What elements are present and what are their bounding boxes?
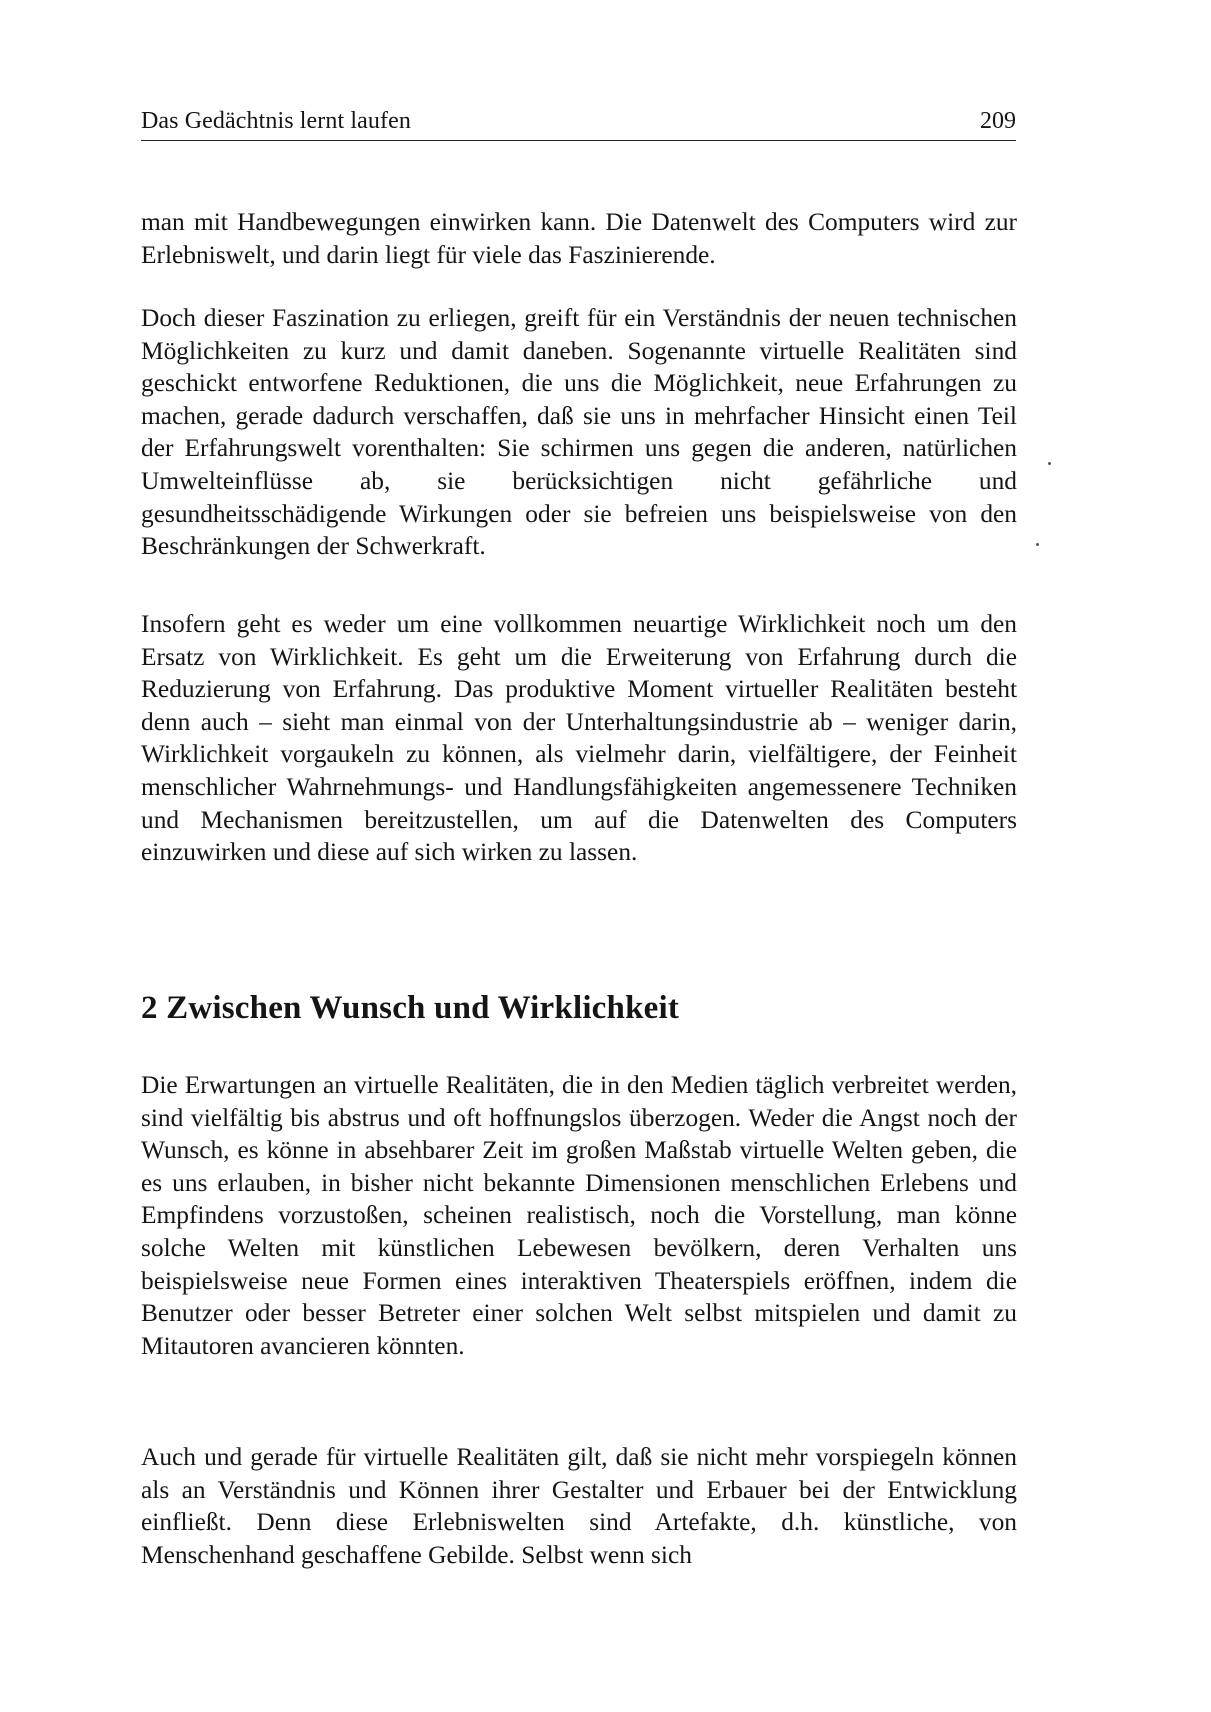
section-heading: 2 Zwischen Wunsch und Wirklichkeit [141, 990, 680, 1026]
scan-speck [1048, 462, 1051, 465]
paragraph-2-block [141, 302, 1017, 563]
paragraph-3-block [141, 608, 1017, 869]
paragraph-5-block [141, 1441, 1017, 1571]
running-header [141, 104, 1016, 141]
page-number: 209 [980, 108, 1016, 134]
paragraph-4-block [141, 1069, 1017, 1362]
paragraph: man mit Handbewegungen einwirken kann. Die Datenwelt des Computers wird zur Erlebniswelt, und darin liegt für viele das Faszinierende. [141, 208, 1017, 269]
paragraph: Die Erwartungen an virtuelle Realitäten, die in den Medien täglich verbreitet werden, sind vielfältig bis abstrus und oft hoffnungslos überzogen. Weder die Angst noch der Wunsch, es könne in absehbarer Zeit im großen Maßstab virtuelle Welten geben, die es uns erlauben, in bisher nicht bekannte Dimensionen menschlichen Erlebens und Empfindens vorzustoßen, scheinen realistisch, noch die Vorstellung, man könne solche Welten mit künstlichen Lebewesen bevölkern, deren Verhalten uns beispielsweise neue Formen eines interaktiven Theaterspiels eröffnen, indem die Benutzer oder besser Betreter einer solchen Welt selbst mitspielen und damit zu Mitautoren avancieren könnten. [141, 1071, 1017, 1360]
paragraph: Insofern geht es weder um eine vollkommen neuartige Wirklichkeit noch um den Ersatz von Wirklichkeit. Es geht um die Erweiterung von Erfahrung durch die Reduzierung von Erfahrung. Das produktive Moment virtueller Realitäten besteht denn auch – sieht man einmal von der Unterhaltungsindustrie ab – weniger darin, Wirklichkeit vorgaukeln zu können, als vielmehr darin, vielfältigere, der Feinheit menschlicher Wahrnehmungs- und Handlungsfähigkeiten angemessenere Techniken und Mechanismen bereitzustellen, um auf die Datenwelten des Computers einzuwirken und diese auf sich wirken zu lassen. [141, 610, 1017, 867]
paragraph: Auch und gerade für virtuelle Realitäten gilt, daß sie nicht mehr vorspiegeln können als an Verständnis und Können ihrer Gestalter und Erbauer bei der Entwicklung einfließt. Denn diese Erlebniswelten sind Artefakte, d.h. künstliche, von Menschenhand geschaffene Gebilde. Selbst wenn sich [141, 1443, 1017, 1569]
scan-speck [1036, 543, 1039, 546]
running-title: Das Gedächtnis lernt laufen [141, 108, 411, 134]
paragraph: Doch dieser Faszination zu erliegen, greift für ein Verständnis der neuen technischen Möglichkeiten zu kurz und damit daneben. Sogenannte virtuelle Realitäten sind geschickt entworfene Reduktionen, die uns die Möglichkeit, neue Erfahrungen zu machen, gerade dadurch verschaffen, daß sie uns in mehrfacher Hinsicht einen Teil der Erfahrungswelt vorenthalten: Sie schirmen uns gegen die anderen, natürlichen Umwelteinflüsse ab, sie berücksichtigen nicht gefährliche und gesundheitsschädigende Wirkungen oder sie befreien uns beispielsweise von den Beschränkungen der Schwerkraft. [141, 304, 1017, 561]
paragraph-1-block [141, 206, 1017, 271]
